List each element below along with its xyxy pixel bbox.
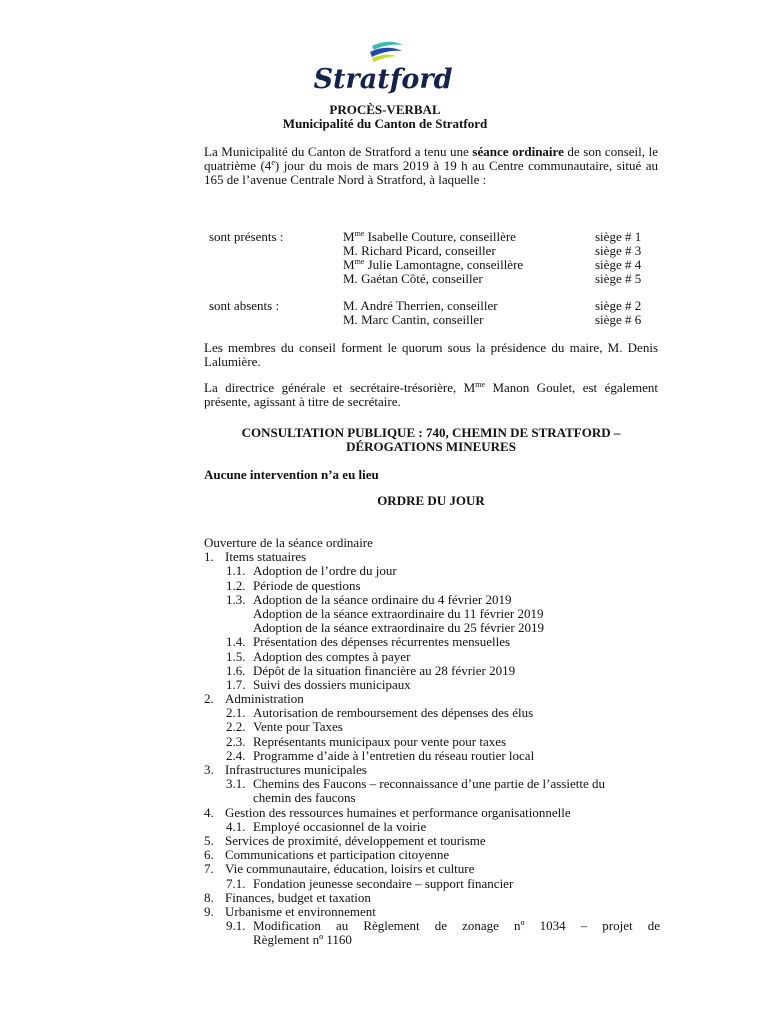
agenda-item-text: Items statuaires bbox=[225, 549, 307, 565]
agenda-item-text: Vente pour Taxes bbox=[253, 719, 343, 735]
member-row: M. Gaétan Côté, conseiller siège # 5 bbox=[343, 271, 642, 286]
agenda-item-number: 2. bbox=[204, 691, 214, 707]
document-title: PROCÈS-VERBAL bbox=[329, 102, 441, 117]
agenda-item bbox=[204, 621, 660, 635]
agenda-item bbox=[204, 919, 660, 933]
agenda-item-text: Adoption de la séance extraordinaire du 25 février 2019 bbox=[253, 620, 544, 636]
agenda-item-text: Adoption de la séance ordinaire du 4 février 2019 bbox=[253, 591, 512, 607]
seat-number: siège # 5 bbox=[595, 271, 642, 286]
agenda-item-text: Finances, budget et taxation bbox=[225, 889, 371, 905]
agenda-item-text: Employé occasionnel de la voirie bbox=[253, 818, 427, 834]
agenda-item bbox=[204, 806, 660, 820]
agenda-item-number: 5. bbox=[204, 832, 214, 848]
agenda-list bbox=[204, 536, 660, 947]
consultation-heading: CONSULTATION PUBLIQUE : 740, CHEMIN DE STRATFORD – DÉROGATIONS MINEURES bbox=[241, 425, 621, 455]
agenda-item bbox=[204, 877, 660, 891]
absent-label: sont absents : bbox=[209, 298, 280, 313]
agenda-item-text: Gestion des ressources humaines et performance organisationnelle bbox=[225, 804, 571, 820]
agenda-item bbox=[204, 550, 660, 564]
agenda-item-number: 1.7. bbox=[226, 676, 246, 692]
agenda-item bbox=[204, 905, 660, 919]
agenda-item bbox=[204, 579, 660, 593]
agenda-item-number: 3. bbox=[204, 762, 214, 777]
agenda-item-text: Chemins des Faucons – reconnaissance d’une partie de l’assiette du bbox=[253, 776, 605, 792]
agenda-item-number: 2.2. bbox=[226, 719, 246, 735]
agenda-item bbox=[204, 607, 660, 621]
agenda-item-text: Dépôt de la situation financière au 28 février 2019 bbox=[253, 662, 516, 678]
agenda-item-number: 1.1. bbox=[226, 563, 246, 579]
agenda-item-text: Communications et participation citoyenne bbox=[225, 847, 450, 863]
agenda-item bbox=[204, 678, 660, 692]
agenda-item-number: 8. bbox=[204, 889, 214, 905]
seat-number: siège # 1 bbox=[595, 229, 642, 244]
agenda-item bbox=[204, 749, 660, 763]
agenda-item-text: Administration bbox=[225, 691, 304, 707]
seat-number: siège # 2 bbox=[595, 298, 642, 313]
member-row: sont absents : M. André Therrien, conseiller siège # 2 bbox=[209, 298, 642, 313]
agenda-item-text: Modification au Règlement de zonage nº 1034 – projet de bbox=[253, 918, 660, 934]
agenda-item bbox=[204, 564, 660, 578]
stratford-logo bbox=[313, 36, 453, 100]
agenda-item-text: Services de proximité, développement et tourisme bbox=[225, 832, 486, 848]
agenda-item bbox=[204, 536, 660, 550]
agenda-item-number: 4. bbox=[204, 804, 214, 820]
agenda-item bbox=[204, 834, 660, 848]
agenda-item-text: Adoption de la séance extraordinaire du 11 février 2019 bbox=[253, 605, 544, 621]
member-row: M. Marc Cantin, conseiller siège # 6 bbox=[343, 312, 642, 327]
agenda-item-number: 1.6. bbox=[226, 662, 246, 678]
agenda-item-text: Suivi des dossiers municipaux bbox=[253, 676, 411, 692]
agenda-item-number: 2.4. bbox=[226, 747, 246, 763]
agenda-item-number: 3.1. bbox=[226, 776, 246, 792]
agenda-item bbox=[204, 777, 660, 791]
no-intervention-note: Aucune intervention n’a eu lieu bbox=[204, 467, 379, 482]
agenda-item-text: Programme d’aide à l’entretien du réseau routier local bbox=[253, 747, 535, 763]
agenda-item-text: Fondation jeunesse secondaire – support financier bbox=[253, 875, 514, 891]
agenda-item bbox=[204, 635, 660, 649]
agenda-item-number: 2.3. bbox=[226, 733, 246, 749]
agenda-item bbox=[204, 706, 660, 720]
agenda-item-text: Adoption des comptes à payer bbox=[253, 648, 411, 664]
agenda-item bbox=[204, 891, 660, 905]
agenda-item-text: Période de questions bbox=[253, 577, 361, 593]
agenda-item-number: 9. bbox=[204, 903, 214, 919]
agenda-item bbox=[204, 763, 660, 777]
agenda-item-number: 7. bbox=[204, 861, 214, 877]
agenda-item-text: Présentation des dépenses récurrentes mensuelles bbox=[253, 634, 511, 650]
agenda-item-number: 9.1. bbox=[226, 918, 246, 934]
agenda-item-text: Autorisation de remboursement des dépenses des élus bbox=[253, 705, 534, 721]
agenda-item-number: 1.2. bbox=[226, 577, 246, 593]
agenda-item-text: Urbanisme et environnement bbox=[225, 903, 376, 919]
agenda-item bbox=[204, 820, 660, 834]
agenda-item bbox=[204, 735, 660, 749]
agenda-item-number: 6. bbox=[204, 847, 214, 863]
agenda-item bbox=[204, 791, 660, 805]
agenda-item bbox=[204, 862, 660, 876]
agenda-item-text: chemin des faucons bbox=[253, 790, 356, 806]
document-subtitle: Municipalité du Canton de Stratford bbox=[282, 116, 488, 131]
member-row: M. Richard Picard, conseiller siège # 3 bbox=[343, 243, 642, 258]
secretary-paragraph: La directrice générale et secrétaire-trésorière, $M^{me}$ Manon Goulet, est également présente, agissant à titre de secrétaire. bbox=[204, 380, 658, 410]
agenda-item bbox=[204, 692, 660, 706]
agenda-item bbox=[204, 593, 660, 607]
seat-number: siège # 3 bbox=[595, 243, 642, 258]
agenda-item-number: 2.1. bbox=[226, 705, 246, 721]
intro-paragraph: La Municipalité du Canton de Stratford a tenu une séance ordinaire de son conseil, le quatrième (4e) jour du mois de mars 2019 à 19 h au Centre communautaire, situé au 165 de l’avenue Centrale Nord à Stratford, à laquelle : bbox=[204, 144, 659, 188]
agenda-item bbox=[204, 650, 660, 664]
absent-members bbox=[209, 299, 709, 329]
agenda-item-number: 1.3. bbox=[226, 591, 246, 607]
agenda-item-text: Infrastructures municipales bbox=[225, 762, 367, 777]
agenda-item-text: Ouverture de la séance ordinaire bbox=[204, 535, 373, 550]
agenda-item bbox=[204, 664, 660, 678]
seat-number: siège # 6 bbox=[595, 312, 642, 327]
agenda-item-text: Règlement nº 1160 bbox=[253, 932, 352, 948]
agenda-item-text: Adoption de l’ordre du jour bbox=[253, 563, 397, 579]
agenda-item bbox=[204, 933, 660, 947]
agenda-item-number: 1. bbox=[204, 549, 214, 565]
member-row: $M^{me}$ Julie Lamontagne, conseillère siège # 4 bbox=[343, 257, 642, 272]
agenda-item-number: 1.4. bbox=[226, 634, 246, 650]
agenda-item bbox=[204, 720, 660, 734]
agenda-item-number: 4.1. bbox=[226, 818, 246, 834]
present-label: sont présents : bbox=[209, 229, 284, 244]
agenda-item-number: 1.5. bbox=[226, 648, 246, 664]
agenda-item bbox=[204, 848, 660, 862]
seat-number: siège # 4 bbox=[595, 257, 642, 272]
member-row: sont présents : $M^{me}$ Isabelle Couture, conseillère siège # 1 bbox=[209, 229, 642, 244]
svg-text:Stratford: Stratford bbox=[313, 64, 453, 95]
agenda-item-number: 7.1. bbox=[226, 875, 246, 891]
quorum-paragraph: Les membres du conseil forment le quorum sous la présidence du maire, M. Denis Lalumière. bbox=[204, 340, 658, 370]
agenda-item-text: Représentants municipaux pour vente pour taxes bbox=[253, 733, 507, 749]
agenda-item-text: Vie communautaire, éducation, loisirs et culture bbox=[225, 861, 475, 877]
present-members bbox=[209, 230, 709, 290]
agenda-title: ORDRE DU JOUR bbox=[377, 493, 485, 508]
